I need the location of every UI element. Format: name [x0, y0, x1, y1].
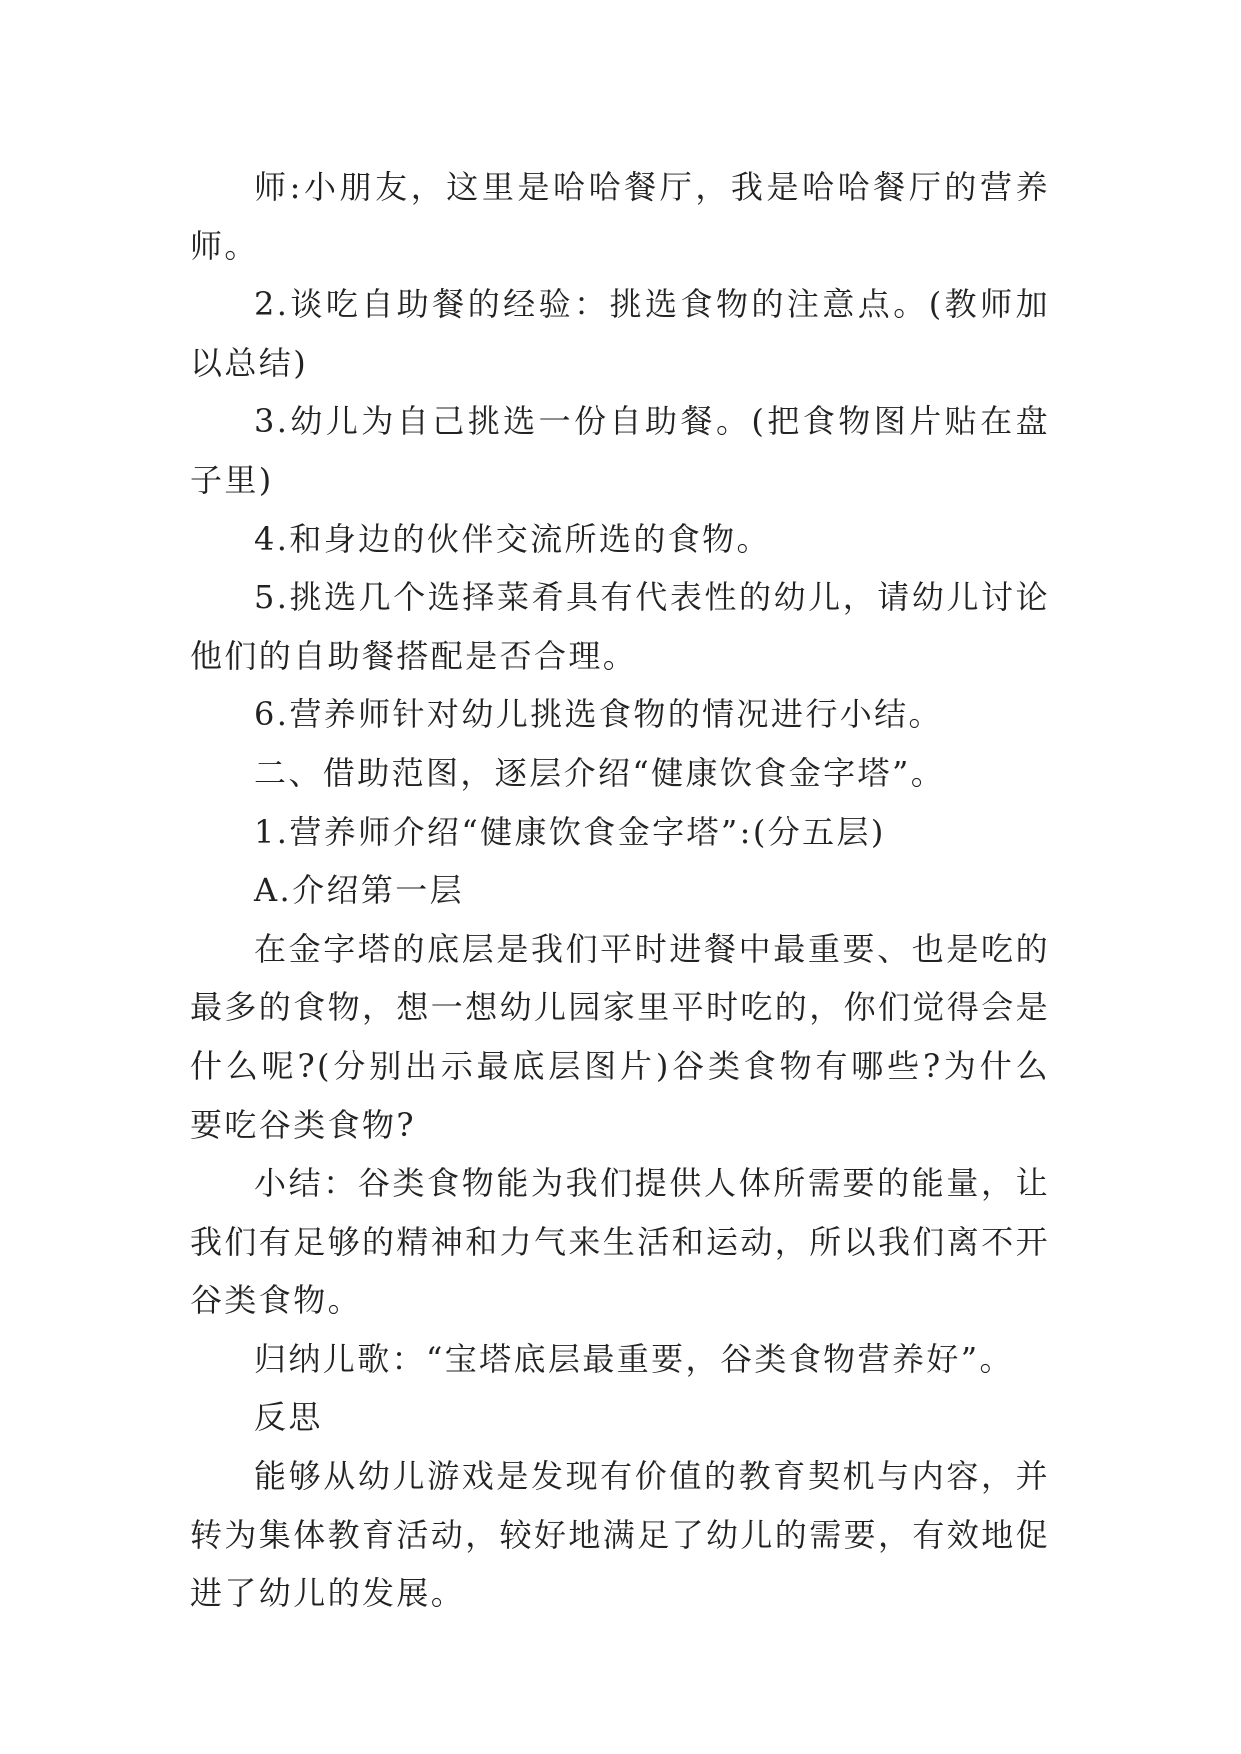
paragraph-summary: 小结：谷类食物能为我们提供人体所需要的能量，让我们有足够的精神和力气来生活和运动，所以我们离不开谷类食物。 — [190, 1164, 1051, 1320]
paragraph-pyramid-intro: 1.营养师介绍“健康饮食金字塔”:(分五层) — [254, 812, 886, 851]
paragraph-step-3: 3.幼儿为自己挑选一份自助餐。(把食物图片贴在盘子里) — [190, 402, 1050, 499]
subheading-first-layer: A.介绍第一层 — [254, 871, 465, 910]
paragraph-step-2: 2.谈吃自助餐的经验：挑选食物的注意点。(教师加以总结) — [190, 285, 1050, 382]
paragraph-step-4: 4.和身边的伙伴交流所选的食物。 — [254, 519, 771, 558]
paragraph-step-6: 6.营养师针对幼儿挑选食物的情况进行小结。 — [254, 695, 943, 734]
document-body — [190, 158, 1050, 1623]
paragraph-bottom-layer: 在金字塔的底层是我们平时进餐中最重要、也是吃的最多的食物，想一想幼儿园家里平时吃的，你们觉得会是什么呢?(分别出示最底层图片)谷类食物有哪些?为什么要吃谷类食物? — [190, 929, 1051, 1144]
heading-reflection: 反思 — [254, 1398, 323, 1437]
paragraph-teacher-intro: 师:小朋友，这里是哈哈餐厅，我是哈哈餐厅的营养师。 — [190, 168, 1050, 265]
paragraph-reflection: 能够从幼儿游戏是发现有价值的教育契机与内容，并转为集体教育活动，较好地满足了幼儿的需要，有效地促进了幼儿的发展。 — [190, 1457, 1051, 1613]
section-heading-pyramid: 二、借助范图，逐层介绍“健康饮食金字塔”。 — [254, 753, 946, 792]
paragraph-step-5: 5.挑选几个选择菜肴具有代表性的幼儿，请幼儿讨论他们的自助餐搭配是否合理。 — [190, 578, 1050, 675]
paragraph-rhyme: 归纳儿歌：“宝塔底层最重要，谷类食物营养好”。 — [254, 1339, 1014, 1378]
